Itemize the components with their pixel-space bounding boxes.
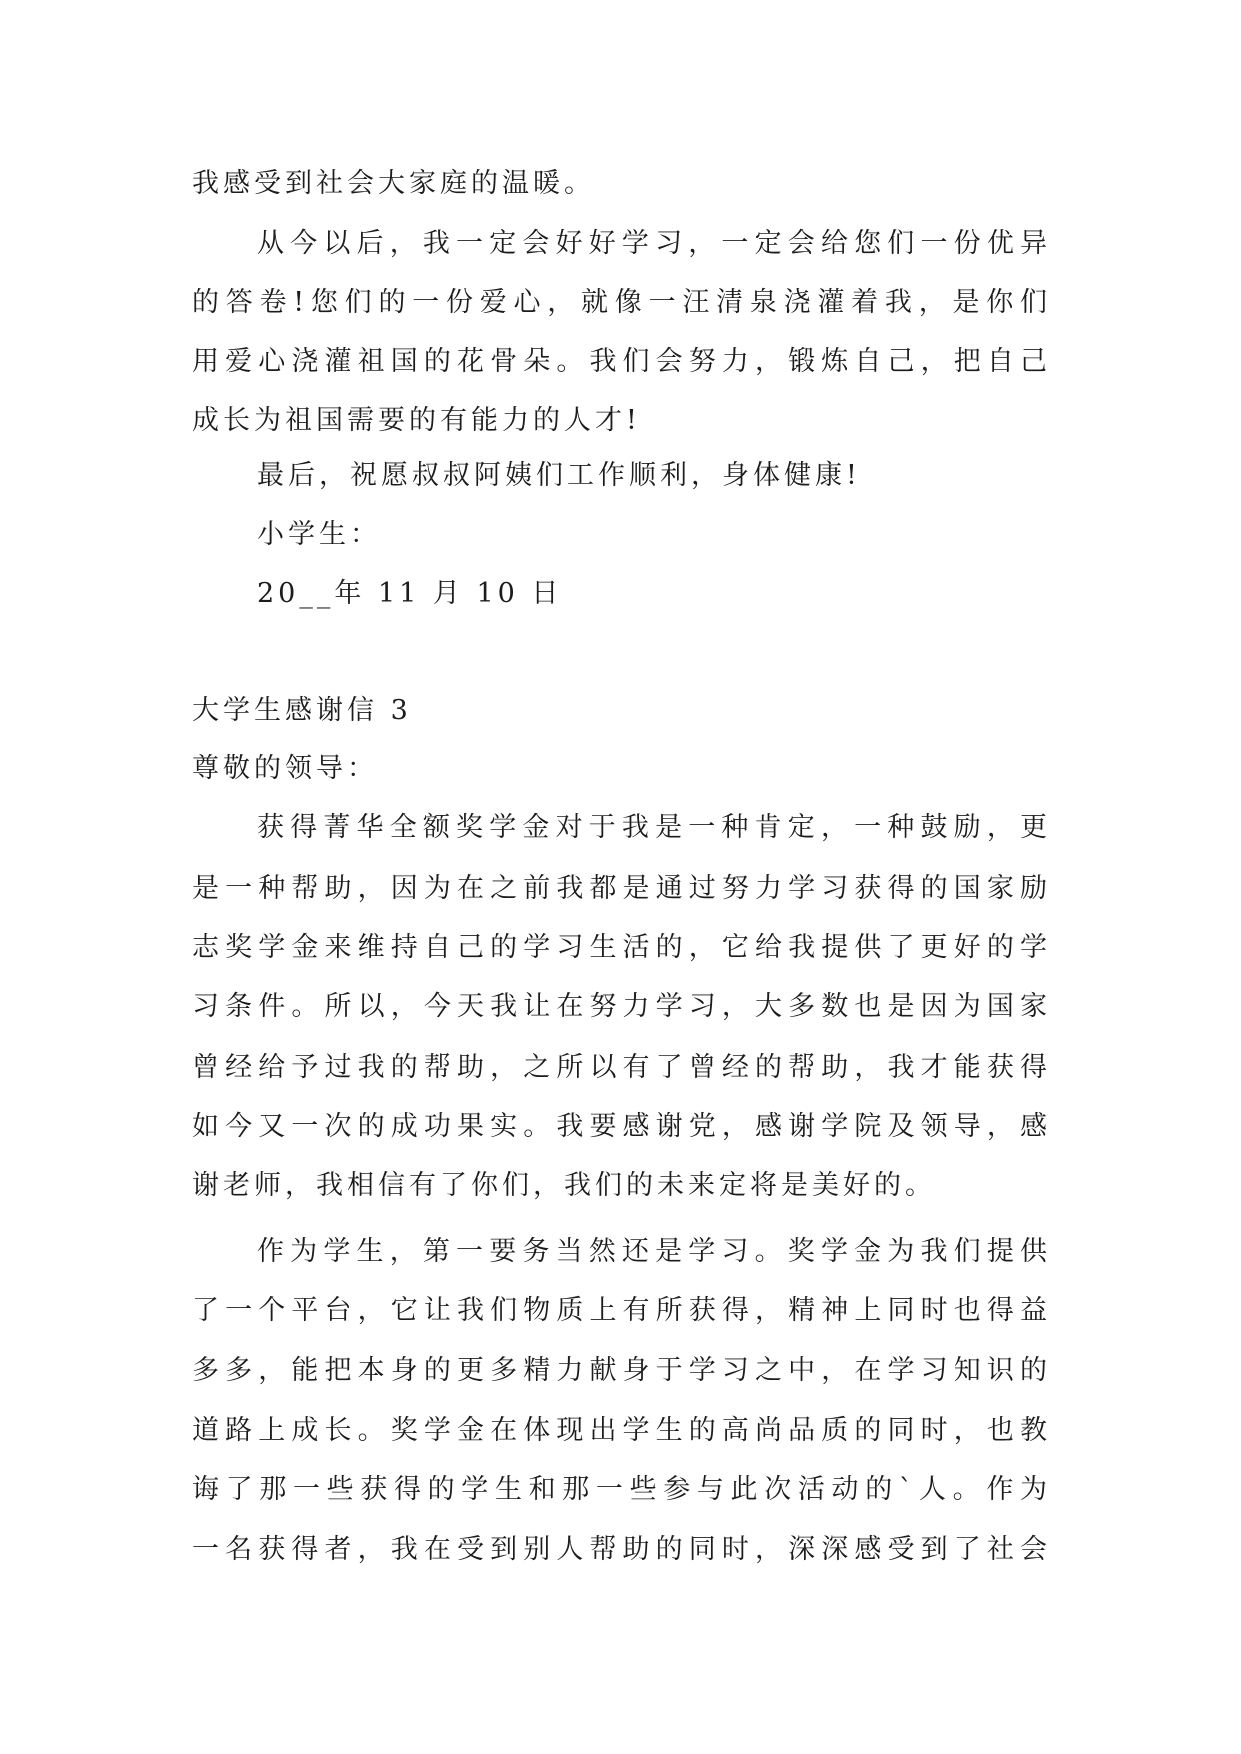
text-line: 从今以后，我一定会好好学习，一定会给您们一份优异 xyxy=(257,228,1051,259)
letter-date: 20__年 11 月 10 日 xyxy=(257,578,563,609)
text-line: 诲了那一些获得的学生和那一些参与此次活动的`人。作为 xyxy=(192,1474,1051,1505)
signature: 小学生： xyxy=(257,519,381,550)
text-line: 习条件。所以，今天我让在努力学习，大多数也是因为国家 xyxy=(192,991,1051,1022)
salutation: 尊敬的领导： xyxy=(192,753,378,784)
text-line: 谢老师，我相信有了你们，我们的未来定将是美好的。 xyxy=(192,1170,936,1201)
text-line: 志奖学金来维持自己的学习生活的，它给我提供了更好的学 xyxy=(192,932,1051,963)
text-line: 用爱心浇灌祖国的花骨朵。我们会努力，锻炼自己，把自己 xyxy=(192,346,1051,377)
text-line: 获得菁华全额奖学金对于我是一种肯定，一种鼓励，更 xyxy=(257,812,1051,843)
closing-wishes: 最后，祝愿叔叔阿姨们工作顺利，身体健康! xyxy=(257,460,861,491)
text-line: 一名获得者，我在受到别人帮助的同时，深深感受到了社会 xyxy=(192,1534,1051,1565)
text-line: 如今又一次的成功果实。我要感谢党，感谢学院及领导，感 xyxy=(192,1111,1051,1142)
text-line: 了一个平台，它让我们物质上有所获得，精神上同时也得益 xyxy=(192,1295,1051,1326)
text-line: 作为学生，第一要务当然还是学习。奖学金为我们提供 xyxy=(257,1236,1051,1267)
paragraph-end-line: 我感受到社会大家庭的温暖。 xyxy=(192,168,595,199)
letter-title: 大学生感谢信 3 xyxy=(192,695,412,726)
text-line: 是一种帮助，因为在之前我都是通过努力学习获得的国家励 xyxy=(192,873,1051,904)
text-line: 成长为祖国需要的有能力的人才! xyxy=(192,405,641,436)
text-line: 曾经给予过我的帮助，之所以有了曾经的帮助，我才能获得 xyxy=(192,1052,1051,1083)
text-line: 的答卷!您们的一份爱心，就像一汪清泉浇灌着我，是你们 xyxy=(192,287,1051,318)
text-line: 多多，能把本身的更多精力献身于学习之中，在学习知识的 xyxy=(192,1355,1051,1386)
text-line: 道路上成长。奖学金在体现出学生的高尚品质的同时，也教 xyxy=(192,1415,1051,1446)
